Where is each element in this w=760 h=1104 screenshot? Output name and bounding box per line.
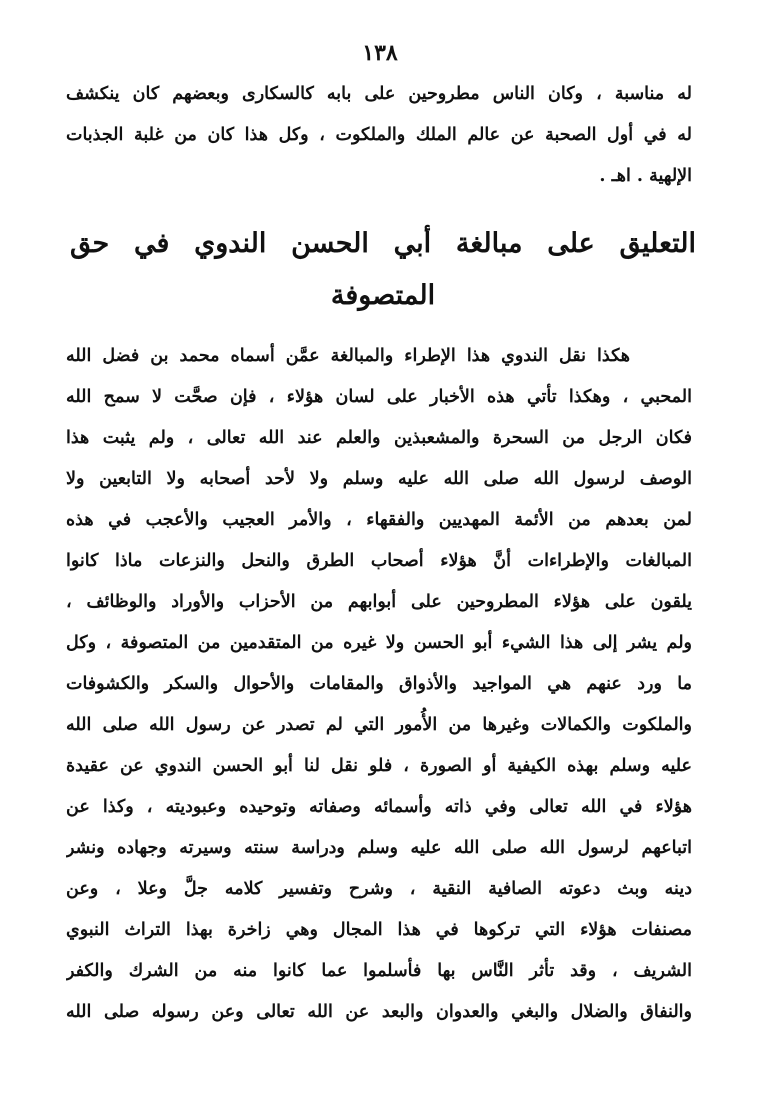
text-line: لمن بعدهم من الأئمة المهديين والفقهاء ، والأمر العجيب والأعجب في هذه bbox=[66, 510, 692, 530]
heading-line: التعليق على مبالغة أبي الحسن الندوي في حق bbox=[70, 228, 696, 259]
text-line: الشريف ، وقد تأثر النَّاس بها فأسلموا عما كانوا منه من الشرك والكفر bbox=[66, 961, 692, 981]
text-line: يلقون على هؤلاء المطروحين على أبوابهم من الأحزاب والأوراد والوظائف ، bbox=[66, 592, 692, 612]
body-paragraph bbox=[66, 336, 692, 1033]
text-line: له في أول الصحبة عن عالم الملك والملكوت ، وكل هذا كان من غلبة الجذبات bbox=[66, 125, 692, 145]
text-line: المحبي ، وهكذا تأتي هذه الأخبار على لسان هؤلاء ، فإن صحَّت لا سمح الله bbox=[66, 387, 692, 407]
text-line: والملكوت والكمالات وغيرها من الأُمور التي لم تصدر عن رسول الله صلى الله bbox=[66, 715, 692, 735]
text-line: فكان الرجل من السحرة والمشعبذين والعلم عند الله تعالى ، ولم يثبت هذا bbox=[66, 428, 692, 448]
text-line: هكذا نقل الندوي هذا الإطراء والمبالغة عمَّن أسماه محمد بن فضل الله bbox=[66, 346, 630, 366]
text-line: والنفاق والضلال والبغي والعدوان والبعد عن الله تعالى وعن رسوله صلى الله bbox=[66, 1002, 692, 1022]
text-line: اتباعهم لرسول الله صلى الله عليه وسلم ودراسة سنته وسيرته وجهاده ونشر bbox=[66, 838, 692, 858]
text-line: هؤلاء في الله تعالى وفي ذاته وأسمائه وصفاته وتوحيده وعبوديته ، وكذا عن bbox=[66, 797, 692, 817]
text-line: مصنفات هؤلاء التي تركوها في هذا المجال وهي زاخرة بهذا التراث النبوي bbox=[66, 920, 692, 940]
text-line: دينه وبث دعوته الصافية النقية ، وشرح وتفسير كلامه جلَّ وعلا ، وعن bbox=[66, 879, 692, 899]
page-number: ١٣٨ bbox=[362, 40, 398, 66]
text-line: الوصف لرسول الله صلى الله عليه وسلم ولا لأحد أصحابه ولا التابعين ولا bbox=[66, 469, 692, 489]
text-line: المبالغات والإطراءات أنَّ هؤلاء أصحاب الطرق والنحل والنزعات ماذا كانوا bbox=[66, 551, 692, 571]
text-line: الإلهية . اهـ . bbox=[599, 166, 692, 186]
text-line: عليه وسلم بهذه الكيفية أو الصورة ، فلو نقل لنا أبو الحسن الندوي عن عقيدة bbox=[66, 756, 692, 776]
intro-paragraph bbox=[66, 74, 692, 197]
text-line: له مناسبة ، وكان الناس مطروحين على بابه كالسكارى وبعضهم كان ينكشف bbox=[66, 84, 692, 104]
text-line: ولم يشر إلى هذا الشيء أبو الحسن ولا غيره من المتقدمين من المتصوفة ، وكل bbox=[66, 633, 692, 653]
text-line: ما ورد عنهم هي المواجيد والأذواق والمقامات والأحوال والسكر والكشوفات bbox=[66, 674, 692, 694]
section-heading bbox=[70, 218, 696, 322]
heading-line: المتصوفة bbox=[330, 280, 436, 311]
